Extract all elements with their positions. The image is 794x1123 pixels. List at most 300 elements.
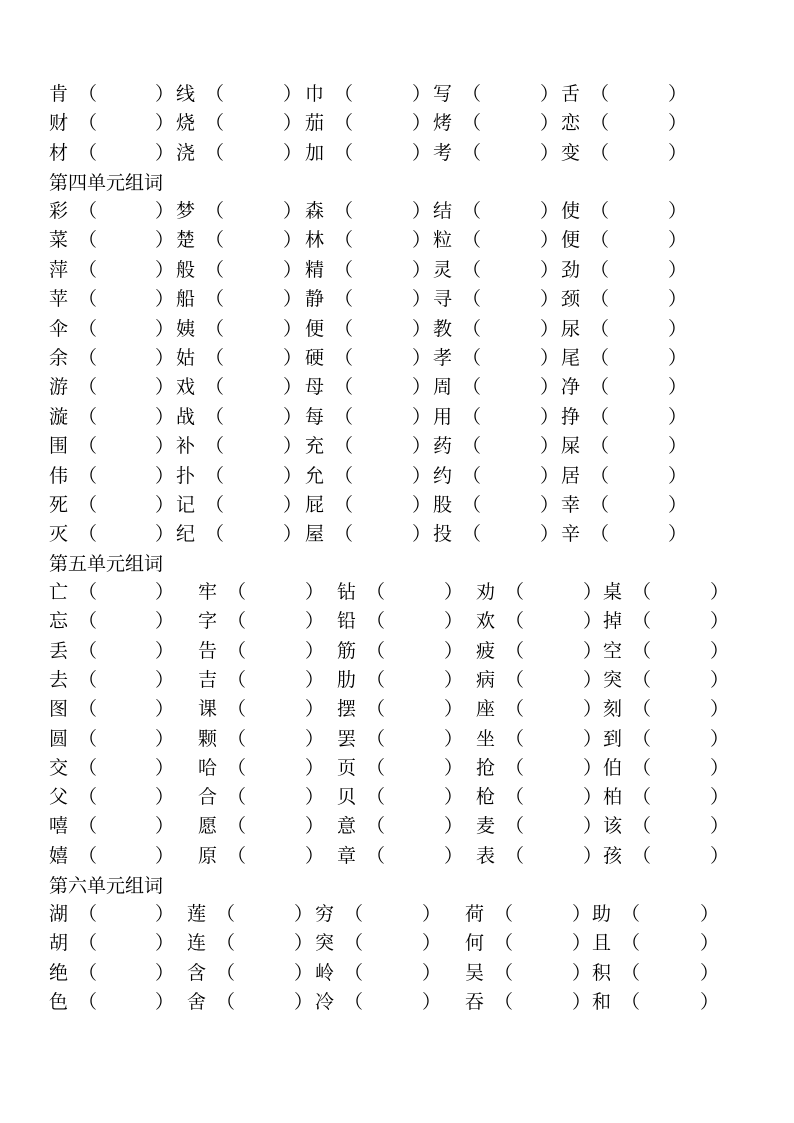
open-paren: （ bbox=[227, 727, 247, 750]
word-row bbox=[0, 197, 794, 226]
close-paren: ） bbox=[583, 668, 603, 691]
open-paren: （ bbox=[632, 727, 652, 750]
close-paren: ） bbox=[444, 698, 464, 721]
close-paren: ） bbox=[700, 961, 720, 984]
word-row bbox=[0, 403, 794, 432]
open-paren: （ bbox=[78, 376, 98, 399]
close-paren: ） bbox=[283, 317, 303, 340]
word-row bbox=[0, 226, 794, 255]
close-paren: ） bbox=[283, 376, 303, 399]
close-paren: ） bbox=[668, 258, 688, 281]
open-paren: （ bbox=[334, 405, 354, 428]
open-paren: （ bbox=[227, 581, 247, 603]
close-paren: ） bbox=[283, 141, 303, 164]
close-paren: ） bbox=[155, 581, 175, 603]
close-paren: ） bbox=[572, 903, 592, 925]
character: 抢 bbox=[476, 756, 496, 779]
character: 伯 bbox=[603, 756, 623, 779]
character: 死 bbox=[49, 494, 69, 516]
open-paren: （ bbox=[205, 494, 225, 516]
close-paren: ） bbox=[305, 727, 325, 750]
close-paren: ） bbox=[668, 83, 688, 105]
open-paren: （ bbox=[205, 405, 225, 428]
word-row bbox=[0, 842, 794, 871]
character: 页 bbox=[337, 756, 357, 779]
open-paren: （ bbox=[366, 639, 386, 662]
close-paren: ） bbox=[710, 698, 730, 721]
character: 船 bbox=[176, 288, 196, 311]
character: 恋 bbox=[561, 112, 581, 135]
open-paren: （ bbox=[78, 786, 98, 809]
close-paren: ） bbox=[540, 258, 560, 281]
character: 劝 bbox=[476, 581, 496, 603]
character: 吉 bbox=[198, 668, 218, 691]
word-row bbox=[0, 491, 794, 520]
close-paren: ） bbox=[155, 494, 175, 516]
close-paren: ） bbox=[444, 668, 464, 691]
close-paren: ） bbox=[155, 756, 175, 779]
close-paren: ） bbox=[412, 494, 432, 516]
open-paren: （ bbox=[462, 347, 482, 369]
close-paren: ） bbox=[422, 903, 442, 925]
close-paren: ） bbox=[155, 639, 175, 662]
character: 吴 bbox=[465, 961, 485, 984]
character: 股 bbox=[433, 494, 453, 516]
character: 丢 bbox=[49, 639, 69, 662]
character: 漩 bbox=[49, 405, 69, 428]
close-paren: ） bbox=[540, 83, 560, 105]
close-paren: ） bbox=[444, 581, 464, 603]
close-paren: ） bbox=[540, 376, 560, 399]
character: 使 bbox=[561, 200, 581, 222]
open-paren: （ bbox=[334, 523, 354, 546]
close-paren: ） bbox=[540, 523, 560, 546]
character: 纪 bbox=[176, 523, 196, 546]
close-paren: ） bbox=[583, 581, 603, 603]
open-paren: （ bbox=[78, 903, 98, 925]
close-paren: ） bbox=[155, 698, 175, 721]
open-paren: （ bbox=[462, 288, 482, 311]
character: 游 bbox=[49, 376, 69, 399]
close-paren: ） bbox=[155, 932, 175, 955]
character: 萍 bbox=[49, 258, 69, 281]
open-paren: （ bbox=[78, 668, 98, 691]
close-paren: ） bbox=[710, 610, 730, 633]
character: 冷 bbox=[315, 991, 335, 1014]
open-paren: （ bbox=[366, 756, 386, 779]
character: 突 bbox=[603, 668, 623, 691]
character: 座 bbox=[476, 698, 496, 721]
character: 每 bbox=[305, 405, 325, 428]
word-row bbox=[0, 725, 794, 754]
character: 舍 bbox=[187, 991, 207, 1014]
open-paren: （ bbox=[494, 903, 514, 925]
close-paren: ） bbox=[668, 405, 688, 428]
close-paren: ） bbox=[710, 581, 730, 603]
word-row bbox=[0, 695, 794, 724]
open-paren: （ bbox=[78, 141, 98, 164]
character: 屎 bbox=[561, 435, 581, 458]
close-paren: ） bbox=[155, 288, 175, 311]
close-paren: ） bbox=[155, 844, 175, 867]
close-paren: ） bbox=[412, 112, 432, 135]
close-paren: ） bbox=[412, 258, 432, 281]
character: 和 bbox=[592, 991, 612, 1014]
close-paren: ） bbox=[412, 347, 432, 369]
close-paren: ） bbox=[444, 844, 464, 867]
word-row bbox=[0, 637, 794, 666]
open-paren: （ bbox=[78, 639, 98, 662]
character: 颈 bbox=[561, 288, 581, 311]
close-paren: ） bbox=[540, 112, 560, 135]
character: 便 bbox=[305, 317, 325, 340]
close-paren: ） bbox=[283, 200, 303, 222]
character: 伞 bbox=[49, 317, 69, 340]
close-paren: ） bbox=[305, 815, 325, 838]
close-paren: ） bbox=[283, 83, 303, 105]
character: 该 bbox=[603, 815, 623, 838]
close-paren: ） bbox=[700, 903, 720, 925]
close-paren: ） bbox=[283, 258, 303, 281]
close-paren: ） bbox=[668, 112, 688, 135]
character: 突 bbox=[315, 932, 335, 955]
character: 铅 bbox=[337, 610, 357, 633]
open-paren: （ bbox=[590, 141, 610, 164]
character: 告 bbox=[198, 639, 218, 662]
character: 硬 bbox=[305, 347, 325, 369]
character: 扑 bbox=[176, 464, 196, 487]
character: 嘻 bbox=[49, 815, 69, 838]
close-paren: ） bbox=[305, 698, 325, 721]
character: 桌 bbox=[603, 581, 623, 603]
character: 围 bbox=[49, 435, 69, 458]
close-paren: ） bbox=[283, 347, 303, 369]
close-paren: ） bbox=[155, 405, 175, 428]
close-paren: ） bbox=[668, 435, 688, 458]
character: 考 bbox=[433, 141, 453, 164]
close-paren: ） bbox=[294, 991, 314, 1014]
character: 伟 bbox=[49, 464, 69, 487]
open-paren: （ bbox=[334, 258, 354, 281]
open-paren: （ bbox=[590, 376, 610, 399]
character: 颗 bbox=[198, 727, 218, 750]
close-paren: ） bbox=[412, 317, 432, 340]
open-paren: （ bbox=[78, 494, 98, 516]
close-paren: ） bbox=[422, 991, 442, 1014]
word-row bbox=[0, 256, 794, 285]
open-paren: （ bbox=[505, 844, 525, 867]
character: 原 bbox=[198, 844, 218, 867]
close-paren: ） bbox=[305, 786, 325, 809]
character: 何 bbox=[465, 932, 485, 955]
open-paren: （ bbox=[632, 756, 652, 779]
open-paren: （ bbox=[78, 991, 98, 1014]
close-paren: ） bbox=[540, 405, 560, 428]
word-row bbox=[0, 988, 794, 1017]
character: 病 bbox=[476, 668, 496, 691]
open-paren: （ bbox=[216, 903, 236, 925]
close-paren: ） bbox=[412, 405, 432, 428]
close-paren: ） bbox=[583, 698, 603, 721]
character: 尿 bbox=[561, 317, 581, 340]
open-paren: （ bbox=[621, 961, 641, 984]
character: 岭 bbox=[315, 961, 335, 984]
close-paren: ） bbox=[668, 141, 688, 164]
close-paren: ） bbox=[412, 523, 432, 546]
close-paren: ） bbox=[412, 83, 432, 105]
close-paren: ） bbox=[710, 844, 730, 867]
section-title-unit4: 第四单元组词 bbox=[49, 172, 164, 194]
close-paren: ） bbox=[583, 786, 603, 809]
close-paren: ） bbox=[668, 464, 688, 487]
close-paren: ） bbox=[668, 376, 688, 399]
close-paren: ） bbox=[583, 844, 603, 867]
character: 般 bbox=[176, 258, 196, 281]
character: 且 bbox=[592, 932, 612, 955]
character: 孩 bbox=[603, 844, 623, 867]
character: 寻 bbox=[433, 288, 453, 311]
open-paren: （ bbox=[78, 581, 98, 603]
open-paren: （ bbox=[366, 786, 386, 809]
close-paren: ） bbox=[412, 435, 432, 458]
word-row bbox=[0, 783, 794, 812]
character: 周 bbox=[433, 376, 453, 399]
open-paren: （ bbox=[78, 112, 98, 135]
close-paren: ） bbox=[305, 756, 325, 779]
word-row bbox=[0, 607, 794, 636]
character: 父 bbox=[49, 786, 69, 809]
character: 刻 bbox=[603, 698, 623, 721]
close-paren: ） bbox=[283, 112, 303, 135]
close-paren: ） bbox=[572, 961, 592, 984]
open-paren: （ bbox=[334, 112, 354, 135]
character: 加 bbox=[305, 141, 325, 164]
open-paren: （ bbox=[462, 83, 482, 105]
character: 母 bbox=[305, 376, 325, 399]
character: 字 bbox=[198, 610, 218, 633]
close-paren: ） bbox=[412, 376, 432, 399]
close-paren: ） bbox=[305, 610, 325, 633]
character: 到 bbox=[603, 727, 623, 750]
open-paren: （ bbox=[334, 83, 354, 105]
character: 去 bbox=[49, 668, 69, 691]
close-paren: ） bbox=[710, 727, 730, 750]
close-paren: ） bbox=[700, 991, 720, 1014]
word-row bbox=[0, 929, 794, 958]
close-paren: ） bbox=[155, 991, 175, 1014]
character: 教 bbox=[433, 317, 453, 340]
open-paren: （ bbox=[505, 786, 525, 809]
close-paren: ） bbox=[668, 523, 688, 546]
word-row bbox=[0, 578, 794, 607]
open-paren: （ bbox=[462, 229, 482, 252]
character: 灭 bbox=[49, 523, 69, 546]
open-paren: （ bbox=[366, 727, 386, 750]
close-paren: ） bbox=[155, 347, 175, 369]
open-paren: （ bbox=[205, 523, 225, 546]
close-paren: ） bbox=[155, 83, 175, 105]
open-paren: （ bbox=[590, 464, 610, 487]
character: 合 bbox=[198, 786, 218, 809]
character: 钻 bbox=[337, 581, 357, 603]
open-paren: （ bbox=[334, 494, 354, 516]
character: 莲 bbox=[187, 903, 207, 925]
open-paren: （ bbox=[462, 112, 482, 135]
open-paren: （ bbox=[344, 991, 364, 1014]
character: 尾 bbox=[561, 347, 581, 369]
section-title-unit5: 第五单元组词 bbox=[49, 553, 164, 575]
open-paren: （ bbox=[494, 961, 514, 984]
character: 辛 bbox=[561, 523, 581, 546]
open-paren: （ bbox=[78, 610, 98, 633]
open-paren: （ bbox=[590, 435, 610, 458]
character: 记 bbox=[176, 494, 196, 516]
character: 孝 bbox=[433, 347, 453, 369]
character: 柏 bbox=[603, 786, 623, 809]
character: 吞 bbox=[465, 991, 485, 1014]
open-paren: （ bbox=[505, 727, 525, 750]
open-paren: （ bbox=[78, 464, 98, 487]
close-paren: ） bbox=[668, 288, 688, 311]
open-paren: （ bbox=[334, 435, 354, 458]
close-paren: ） bbox=[710, 639, 730, 662]
open-paren: （ bbox=[227, 668, 247, 691]
word-row bbox=[0, 109, 794, 138]
open-paren: （ bbox=[205, 112, 225, 135]
character: 亡 bbox=[49, 581, 69, 603]
close-paren: ） bbox=[540, 229, 560, 252]
open-paren: （ bbox=[505, 639, 525, 662]
open-paren: （ bbox=[366, 581, 386, 603]
character: 枪 bbox=[476, 786, 496, 809]
word-row bbox=[0, 754, 794, 783]
word-row bbox=[0, 432, 794, 461]
open-paren: （ bbox=[205, 464, 225, 487]
word-row bbox=[0, 900, 794, 929]
open-paren: （ bbox=[227, 844, 247, 867]
character: 含 bbox=[187, 961, 207, 984]
open-paren: （ bbox=[462, 376, 482, 399]
close-paren: ） bbox=[422, 961, 442, 984]
open-paren: （ bbox=[227, 639, 247, 662]
character: 坐 bbox=[476, 727, 496, 750]
open-paren: （ bbox=[334, 288, 354, 311]
open-paren: （ bbox=[78, 523, 98, 546]
open-paren: （ bbox=[78, 347, 98, 369]
open-paren: （ bbox=[334, 464, 354, 487]
close-paren: ） bbox=[283, 405, 303, 428]
close-paren: ） bbox=[155, 435, 175, 458]
character: 章 bbox=[337, 844, 357, 867]
close-paren: ） bbox=[540, 435, 560, 458]
open-paren: （ bbox=[205, 435, 225, 458]
word-row bbox=[0, 315, 794, 344]
close-paren: ） bbox=[305, 668, 325, 691]
character: 疲 bbox=[476, 639, 496, 662]
open-paren: （ bbox=[632, 698, 652, 721]
close-paren: ） bbox=[155, 903, 175, 925]
character: 劲 bbox=[561, 258, 581, 281]
close-paren: ） bbox=[668, 317, 688, 340]
open-paren: （ bbox=[78, 229, 98, 252]
open-paren: （ bbox=[632, 844, 652, 867]
open-paren: （ bbox=[632, 610, 652, 633]
character: 摆 bbox=[337, 698, 357, 721]
character: 愿 bbox=[198, 815, 218, 838]
character: 战 bbox=[176, 405, 196, 428]
open-paren: （ bbox=[78, 288, 98, 311]
close-paren: ） bbox=[155, 727, 175, 750]
open-paren: （ bbox=[334, 376, 354, 399]
character: 净 bbox=[561, 376, 581, 399]
character: 允 bbox=[305, 464, 325, 487]
close-paren: ） bbox=[283, 464, 303, 487]
character: 彩 bbox=[49, 200, 69, 222]
open-paren: （ bbox=[462, 435, 482, 458]
character: 嬉 bbox=[49, 844, 69, 867]
open-paren: （ bbox=[590, 229, 610, 252]
open-paren: （ bbox=[590, 83, 610, 105]
word-row bbox=[0, 666, 794, 695]
open-paren: （ bbox=[78, 961, 98, 984]
character: 连 bbox=[187, 932, 207, 955]
character: 肯 bbox=[49, 83, 69, 105]
character: 梦 bbox=[176, 200, 196, 222]
open-paren: （ bbox=[632, 815, 652, 838]
character: 绝 bbox=[49, 961, 69, 984]
open-paren: （ bbox=[462, 405, 482, 428]
open-paren: （ bbox=[632, 581, 652, 603]
open-paren: （ bbox=[462, 464, 482, 487]
character: 积 bbox=[592, 961, 612, 984]
word-row bbox=[0, 812, 794, 841]
open-paren: （ bbox=[494, 932, 514, 955]
character: 巾 bbox=[305, 83, 325, 105]
close-paren: ） bbox=[540, 317, 560, 340]
open-paren: （ bbox=[334, 229, 354, 252]
close-paren: ） bbox=[583, 610, 603, 633]
close-paren: ） bbox=[294, 932, 314, 955]
close-paren: ） bbox=[155, 786, 175, 809]
character: 贝 bbox=[337, 786, 357, 809]
open-paren: （ bbox=[78, 405, 98, 428]
character: 烤 bbox=[433, 112, 453, 135]
character: 屋 bbox=[305, 523, 325, 546]
close-paren: ） bbox=[155, 610, 175, 633]
character: 苹 bbox=[49, 288, 69, 311]
close-paren: ） bbox=[294, 903, 314, 925]
character: 空 bbox=[603, 639, 623, 662]
character: 约 bbox=[433, 464, 453, 487]
close-paren: ） bbox=[444, 610, 464, 633]
close-paren: ） bbox=[444, 786, 464, 809]
open-paren: （ bbox=[227, 786, 247, 809]
character: 变 bbox=[561, 141, 581, 164]
open-paren: （ bbox=[366, 844, 386, 867]
close-paren: ） bbox=[444, 756, 464, 779]
character: 静 bbox=[305, 288, 325, 311]
open-paren: （ bbox=[216, 991, 236, 1014]
open-paren: （ bbox=[334, 347, 354, 369]
open-paren: （ bbox=[216, 932, 236, 955]
character: 居 bbox=[561, 464, 581, 487]
character: 掉 bbox=[603, 610, 623, 633]
open-paren: （ bbox=[590, 288, 610, 311]
character: 结 bbox=[433, 200, 453, 222]
close-paren: ） bbox=[540, 347, 560, 369]
character: 交 bbox=[49, 756, 69, 779]
open-paren: （ bbox=[462, 258, 482, 281]
